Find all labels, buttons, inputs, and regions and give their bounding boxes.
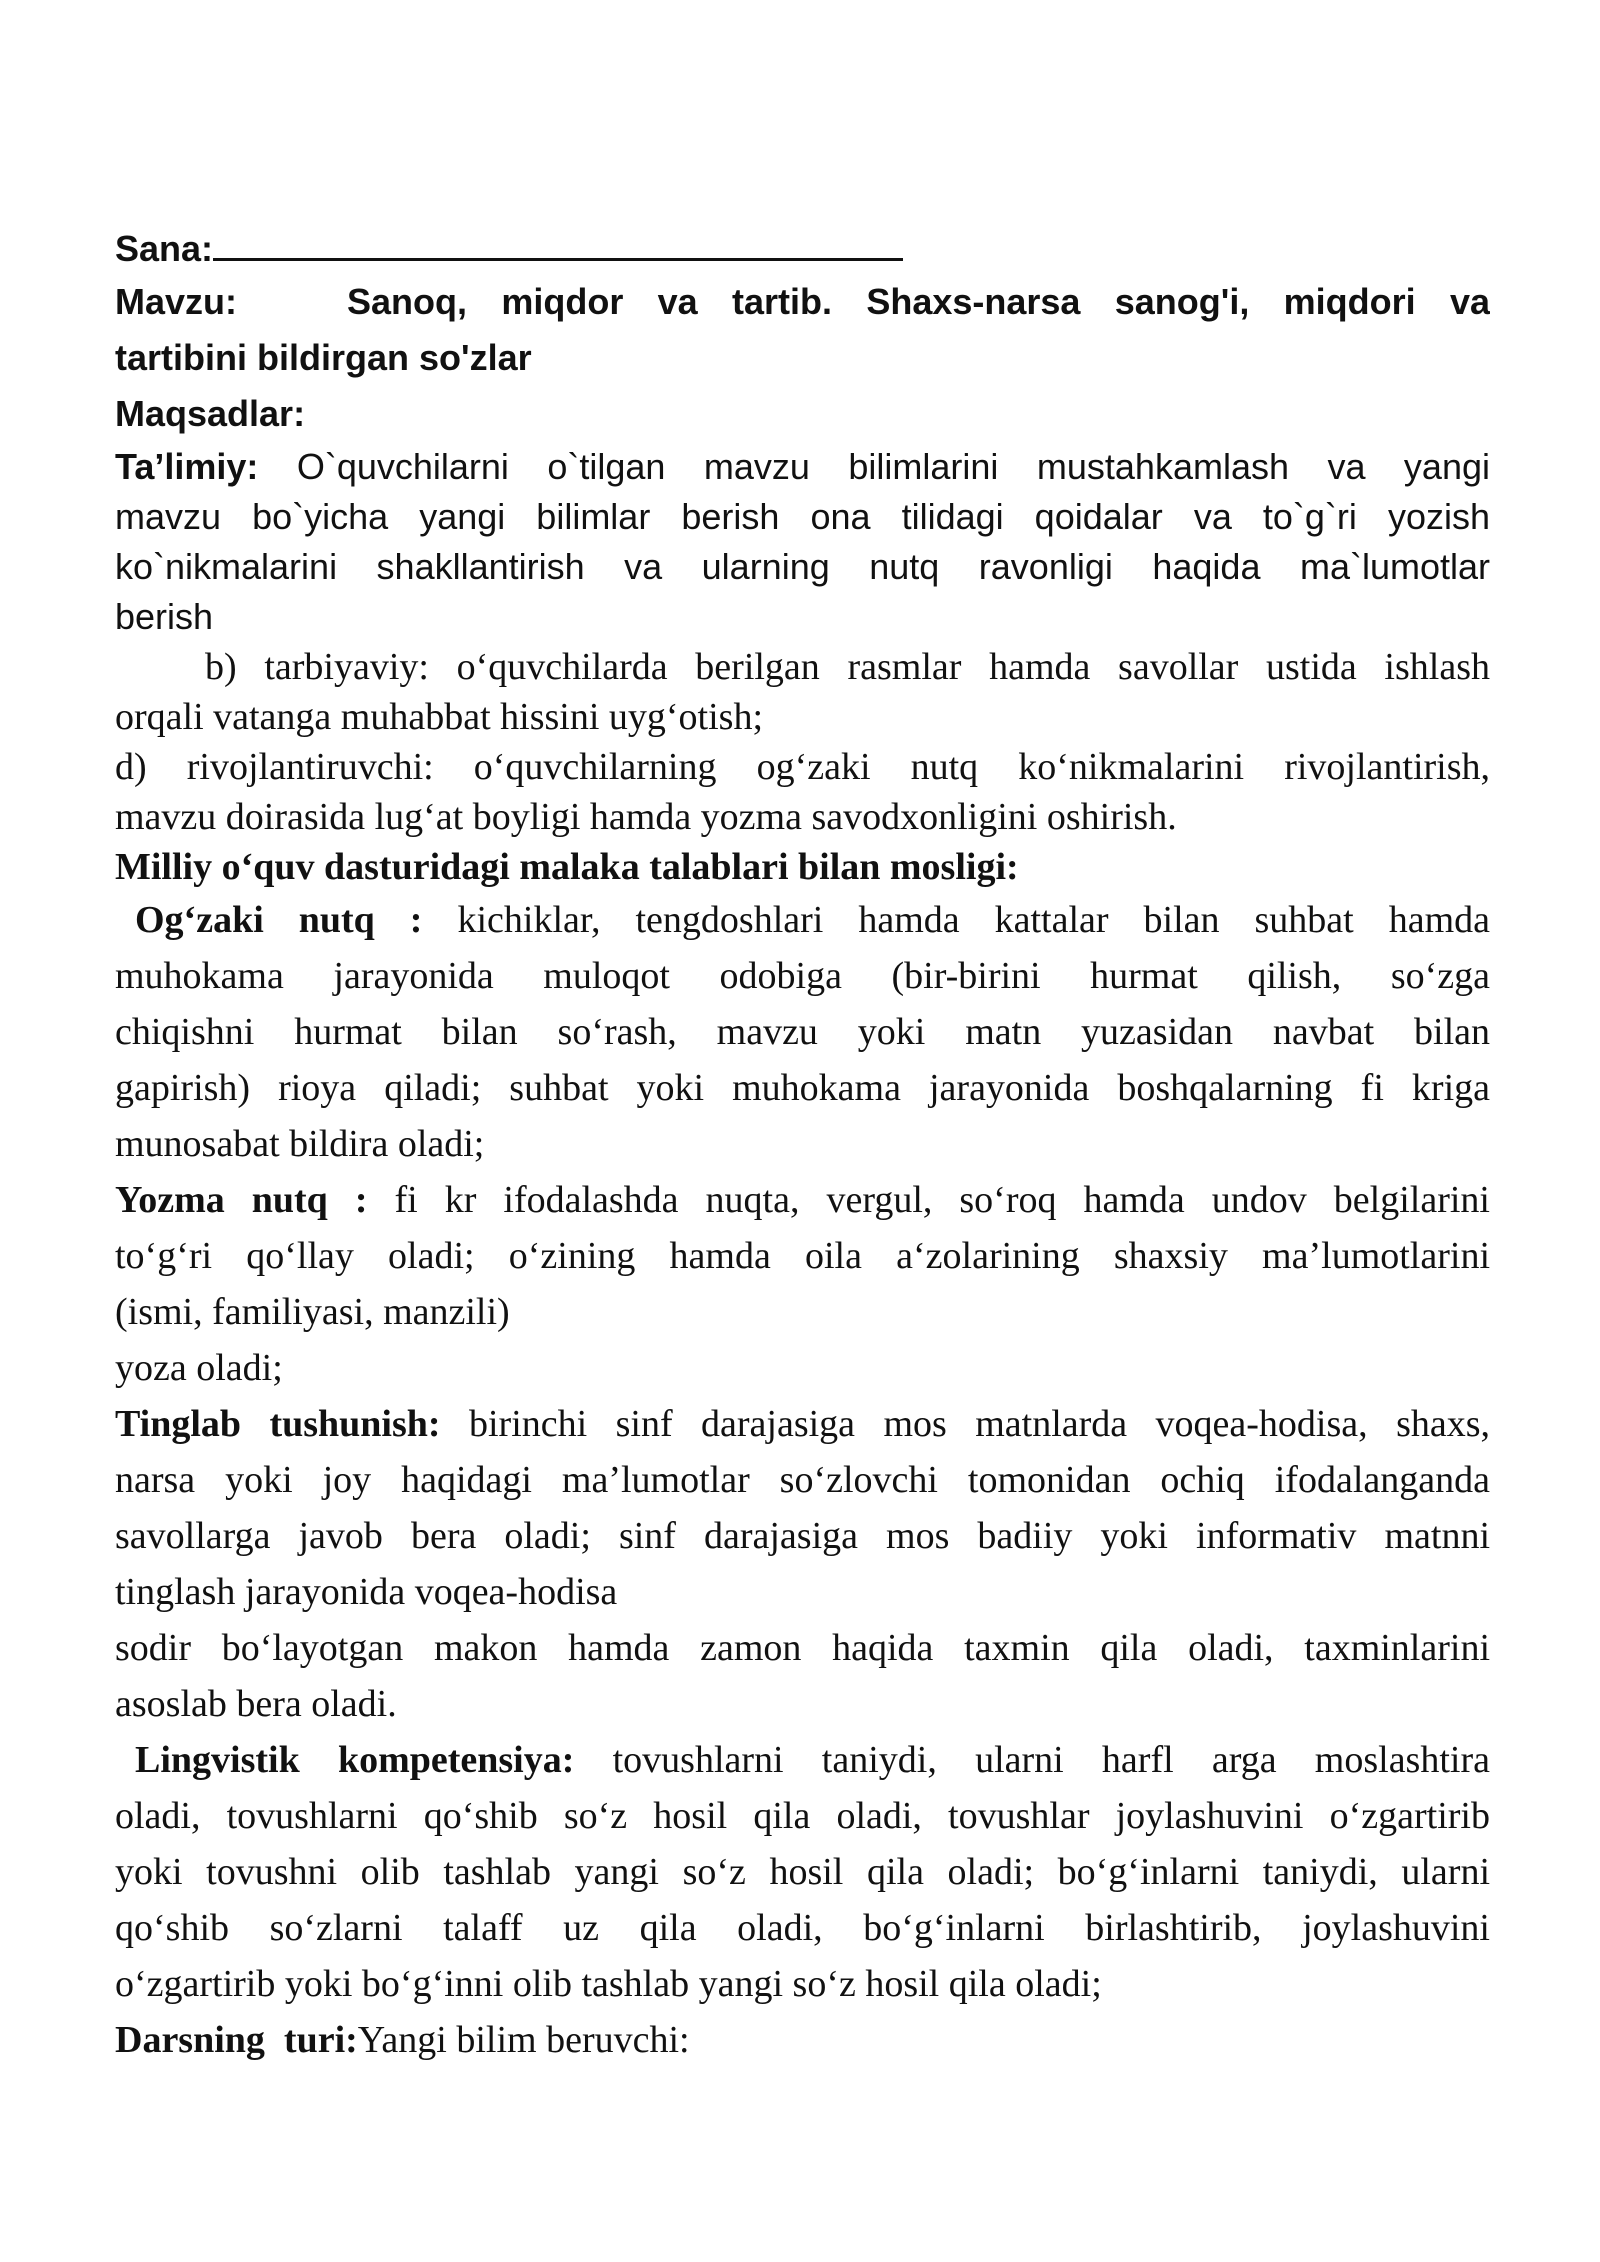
written-speech-line-4: yoza oladi; (115, 1347, 283, 1389)
national-standards-heading (115, 842, 1490, 892)
topic-text-1: Sanoq, miqdor va tartib. Shaxs-narsa sanog'i, miqdori va (347, 281, 1490, 322)
lesson-type-line (115, 2012, 1490, 2068)
oral-speech-line-4: gapirish) rioya qiladi; suhbat yoki muhokama jarayonida boshqalarning fi kriga (115, 1067, 1490, 1109)
date-label: Sana: (115, 228, 214, 269)
listening-line-2: narsa yoki joy haqidagi ma’lumotlar so‘zlovchi tomonidan ochiq ifodalanganda (115, 1459, 1490, 1501)
linguistic-line-5: o‘zgartirib yoki bo‘g‘inni olib tashlab yangi so‘z hosil qila oladi; (115, 1963, 1102, 2005)
educational-line-3: ko`nikmalarini shakllantirish va ularning nutq ravonligi haqida ma`lumotlar (115, 546, 1490, 587)
lesson-type-value: Yangi bilim beruvchi: (357, 2019, 690, 2061)
listening-text-1: birinchi sinf darajasiga mos matnlarda voqea-hodisa, shaxs, (440, 1403, 1490, 1445)
linguistic-label: Lingvistik kompetensiya: (135, 1739, 575, 1781)
written-speech-label: Yozma nutq : (115, 1179, 368, 1221)
oral-speech-label: Og‘zaki nutq : (135, 899, 423, 941)
oral-speech-line-2: muhokama jarayonida muloqot odobiga (bir-birini hurmat qilish, so‘zga (115, 955, 1490, 997)
listening-label: Tinglab tushunish: (115, 1403, 441, 1445)
topic-label: Mavzu: (115, 281, 238, 322)
lesson-plan-page (115, 218, 1490, 2068)
topic-line-1 (115, 274, 1490, 330)
topic-text-2: tartibini bildirgan so'zlar (115, 337, 532, 378)
educational-line-1 (115, 442, 1490, 492)
linguistic-line-4: qo‘shib so‘zlarni talaff uz qila oladi, bo‘g‘inlarni birlashtirib, joylashuvini (115, 1907, 1490, 1949)
oral-speech-text-1: kichiklar, tengdoshlari hamda kattalar bilan suhbat hamda (422, 899, 1490, 941)
national-standards-label: Milliy o‘quv dasturidagi malaka talablari bilan mosligi: (115, 846, 1019, 888)
goals-label: Maqsadlar: (115, 393, 306, 434)
listening-line-6: asoslab bera oladi. (115, 1683, 397, 1725)
oral-speech-line-3: chiqishni hurmat bilan so‘rash, mavzu yoki matn yuzasidan navbat bilan (115, 1011, 1490, 1053)
educational-line-2: mavzu bo`yicha yangi bilimlar berish ona tilidagi qoidalar va to`g`ri yozish (115, 496, 1490, 537)
educational-text-1: O`quvchilarni o`tilgan mavzu bilimlarini mustahkamlash va yangi (258, 446, 1490, 487)
written-speech-line-1 (115, 1172, 1490, 1228)
educational-line-4: berish (115, 596, 214, 637)
developmental-line-2: mavzu doirasida lug‘at boyligi hamda yozma savodxonligini oshirish. (115, 796, 1177, 838)
linguistic-line-2: oladi, tovushlarni qo‘shib so‘z hosil qila oladi, tovushlar joylashuvini o‘zgartirib (115, 1795, 1490, 1837)
date-line (115, 218, 1490, 274)
topic-line-2 (115, 330, 1490, 386)
written-speech-text-1: fi kr ifodalashda nuqta, vergul, so‘roq hamda undov belgilarini (367, 1179, 1490, 1221)
linguistic-line-1 (115, 1732, 1490, 1788)
upbringing-line-1: b) tarbiyaviy: o‘quvchilarda berilgan rasmlar hamda savollar ustida ishlash (205, 646, 1490, 688)
oral-speech-line-1 (115, 892, 1490, 948)
oral-speech-line-5: munosabat bildira oladi; (115, 1123, 485, 1165)
educational-label: Ta’limiy: (115, 446, 259, 487)
written-speech-line-2: to‘g‘ri qo‘llay oladi; o‘zining hamda oila a‘zolarining shaxsiy ma’lumotlarini (115, 1235, 1490, 1277)
listening-line-1 (115, 1396, 1490, 1452)
date-blank (213, 218, 903, 261)
lesson-type-label: Darsning turi: (115, 2019, 358, 2061)
written-speech-line-3: (ismi, familiyasi, manzili) (115, 1291, 510, 1333)
listening-line-4: tinglash jarayonida voqea-hodisa (115, 1571, 618, 1613)
listening-line-5: sodir bo‘layotgan makon hamda zamon haqida taxmin qila oladi, taxminlarini (115, 1627, 1490, 1669)
linguistic-text-1: tovushlarni taniydi, ularni harfl arga moslashtira (574, 1739, 1490, 1781)
goals-heading (115, 386, 1490, 442)
listening-line-3: savollarga javob bera oladi; sinf darajasiga mos badiiy yoki informativ matnni (115, 1515, 1490, 1557)
linguistic-line-3: yoki tovushni olib tashlab yangi so‘z hosil qila oladi; bo‘g‘inlarni taniydi, ularni (115, 1851, 1490, 1893)
developmental-line-1: d) rivojlantiruvchi: o‘quvchilarning og‘zaki nutq ko‘nikmalarini rivojlantirish, (115, 746, 1490, 788)
upbringing-line-2: orqali vatanga muhabbat hissini uyg‘otish; (115, 696, 764, 738)
